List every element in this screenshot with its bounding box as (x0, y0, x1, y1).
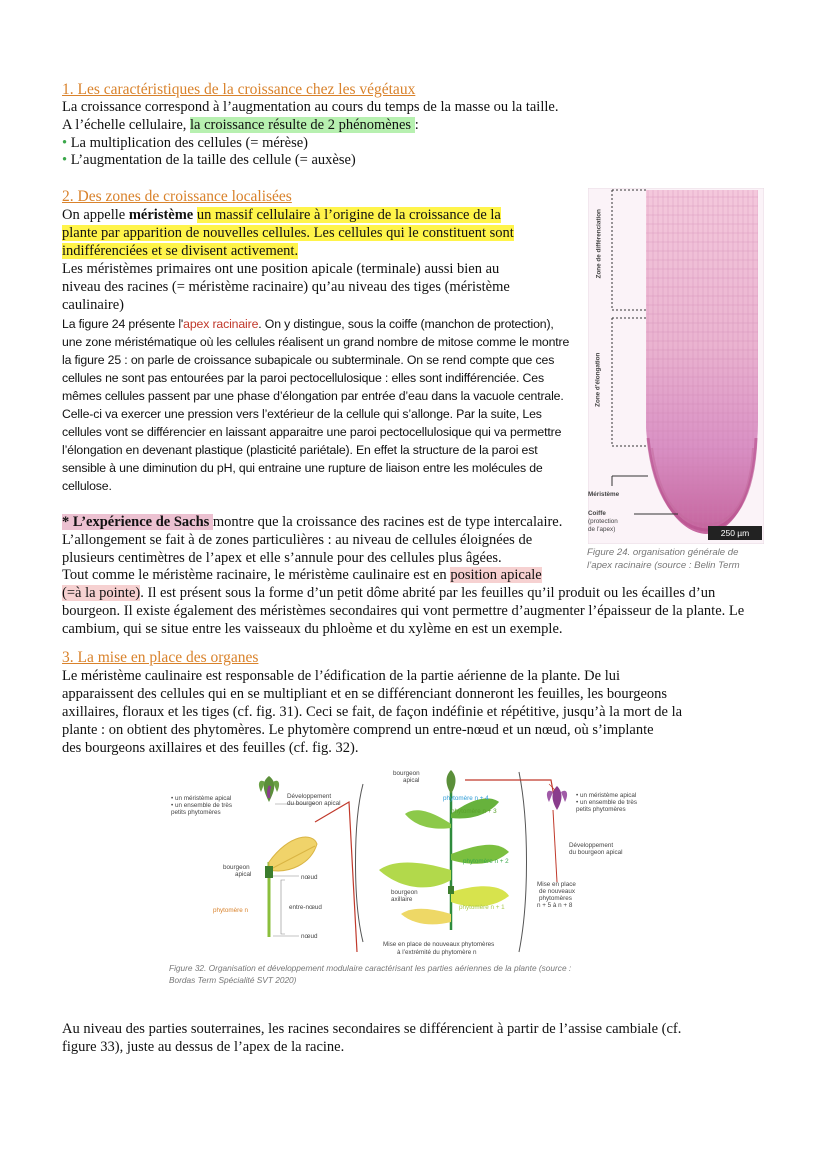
highlight-pink: (=à la pointe) (62, 585, 141, 601)
fig32-label: n + 5 à n + 8 (537, 902, 573, 909)
fig32-label: bourgeon (393, 770, 420, 777)
fig32-label: phytomères (539, 895, 572, 902)
fig32-label: du bourgeon apical (569, 849, 623, 856)
fig32-label: axillaire (391, 896, 413, 903)
bullet-item: • La multiplication des cellules (= mérèse) (62, 135, 308, 151)
fig32-label: petits phytomères (171, 809, 221, 816)
figure-24-caption: l’apex racinaire (source : Belin Term (587, 560, 740, 571)
definition-line: On appelle méristème un massif cellulaire à l’origine de la croissance de la (62, 207, 501, 223)
sans-line: La figure 24 présente l'apex racinaire. On y distingue, sous la coiffe (manchon de protection), (62, 317, 554, 331)
fig32-label: • un ensemble de très (171, 802, 233, 809)
definition-line (62, 243, 298, 261)
fig32-label: phytomère n + 4 (443, 795, 489, 802)
section1-line2: A l’échelle cellulaire, la croissance résulte de 2 phénomènes : (62, 117, 419, 133)
sans-line: la figure 25 : on parle de croissance subapicale ou subterminale. On se rend compte que ces (62, 353, 555, 367)
fig32-label: phytomère n + 2 (463, 858, 509, 865)
section1-title: 1. Les caractéristiques de la croissance chez les végétaux (62, 81, 416, 98)
red-term: apex racinaire (183, 317, 259, 331)
paragraph-line: caulinaire) (62, 297, 124, 313)
paragraph-line: Tout comme le méristème racinaire, le méristème caulinaire est en position apicale (62, 567, 542, 583)
paragraph-line: Le méristème caulinaire est responsable de l’édification de la partie aérienne de la plante. De lui (62, 668, 620, 684)
coiffe-label: Coiffe (588, 510, 606, 517)
paragraph-line: axillaires, floraux et les tiges (cf. fig. 31). Ceci se fait, de façon indéfinie et répétitive, jusqu’à la mort de la (62, 704, 683, 720)
section3-title: 3. La mise en place des organes (62, 649, 259, 666)
fig32-label: apical (235, 871, 252, 878)
fig32-label: bourgeon (223, 864, 250, 871)
section2-title: 2. Des zones de croissance localisées (62, 188, 292, 205)
zone-elongation-label: Zone d’élongation (594, 352, 602, 407)
sans-line: sensible à une diminution du pH, qui entraine une rupture de liaison entre les molécules de (62, 461, 543, 475)
fig32-label: Développement (287, 793, 332, 800)
paragraph-line: Les méristèmes primaires ont une position apicale (terminale) aussi bien au (62, 261, 500, 277)
fig32-label: Mise en place de nouveaux phytomères (383, 941, 495, 948)
fig32-label: petits phytomères (576, 806, 626, 813)
highlight-pink: position apicale (450, 567, 542, 583)
sans-line: cellules ne sont pas entourées par la paroi pectocellulosique : elles sont indifférenciée. Ces (62, 371, 544, 385)
paragraph-line: plante : on obtient des phytomères. Le phytomère comprend un entre-nœud et un nœud, où s’implante (62, 722, 654, 738)
sans-line: cellulose. (62, 479, 112, 493)
figure-24 (588, 188, 764, 544)
fig32-label: • un méristème apical (576, 792, 637, 799)
sans-line: Celle-ci va exercer une pression vers l’extérieur de la cellule qui s’allonge. Par la suite, Les (62, 407, 542, 421)
fig32-label: à l’extrémité du phytomère n (397, 949, 477, 956)
paragraph-line: plusieurs centimètres de l’apex et elle s’annule pour des cellules plus âgées. (62, 550, 502, 566)
fig32-label: phytomère n (213, 907, 249, 914)
fig32-label: • un ensemble de très (576, 799, 638, 806)
sans-line: mêmes cellules passent par une phase d’élongation par entrée d’eau dans la vacuole centrale. (62, 389, 564, 403)
highlight-yellow: un massif cellulaire à l’origine de la croissance de la (196, 207, 501, 223)
bullet-item: • L’augmentation de la taille des cellule (= auxèse) (62, 152, 356, 168)
coiffe-label: de l’apex) (588, 526, 616, 533)
paragraph-line: Au niveau des parties souterraines, les racines secondaires se différencient à partir de l’assise cambiale (cf. (62, 1021, 682, 1037)
paragraph-line: (=à la pointe). Il est présent sous la forme d’un petit dôme abrité par les feuilles qu’il produit ou les écailles d’un (62, 585, 716, 601)
bullet-icon: • (62, 135, 68, 151)
paragraph-line: L’allongement se fait à de zones particulières : au niveau de cellules éloignées de (62, 532, 533, 548)
fig32-label: • un méristème apical (171, 795, 232, 802)
paragraph-line: cambium, qui se situe entre les vaisseaux du phloème et du xylème en est un exemple. (62, 621, 563, 637)
sans-line: une zone méristématique où les cellules réalisent un grand nombre de mitose comme le montre (62, 335, 570, 349)
paragraph-line: bourgeon. Il existe également des méristèmes secondaires qui vont permettre d’augmenter l’épaisseur de la plante. Le (62, 603, 745, 619)
highlight-yellow: plante par apparition de nouvelles cellules. Les cellules qui le constituent sont (62, 225, 514, 241)
fig32-label: phytomère n + 3 (451, 808, 497, 815)
fig32-label: entre-nœud (289, 904, 322, 911)
bullet-icon: • (62, 152, 68, 168)
meristeme-label: Méristème (588, 491, 620, 498)
scale-bar: 250 µm (720, 528, 750, 538)
paragraph-line: figure 33), juste au dessus de l’apex de la racine. (62, 1039, 345, 1055)
figure-32 (165, 762, 665, 962)
fig32-label: phytomère n + 1 (459, 904, 505, 911)
right-meristem-illustration (547, 784, 567, 810)
paragraph-line: apparaissent des cellules qui en se multipliant et en se différenciant donneront les feuilles, les bourgeons (62, 686, 668, 702)
figure-32-caption: Bordas Term Spécialité SVT 2020) (169, 975, 297, 985)
paragraph-line: des bourgeons axillaires et des feuilles (cf. fig. 32). (62, 740, 359, 756)
sans-line: cellules vont se différencier en laissant apparaitre une paroi pectocellulosique qui va permettre (62, 425, 562, 439)
fig32-label: apical (403, 777, 420, 784)
figure-24-caption: Figure 24. organisation générale de (587, 547, 739, 558)
paragraph-line: niveau des racines (= méristème racinaire) qu’au niveau des tiges (méristème (62, 279, 510, 295)
fig32-label: du bourgeon apical (287, 800, 341, 807)
sachs-line: * L’expérience de Sachs montre que la croissance des racines est de type intercalaire. (62, 514, 563, 530)
highlight-yellow: indifférenciées et se divisent activement. (62, 243, 299, 259)
fig32-label: nœud (301, 933, 318, 940)
sans-line: l’élongation en devenant plastique (plasticité pariétale). En effet la structure de la paroi est (62, 443, 538, 457)
highlight-green: la croissance résulte de 2 phénomènes (190, 117, 415, 133)
zone-differenciation-label: Zone de différenciation (595, 209, 603, 279)
figure-32-caption: Figure 32. Organisation et développement modulaire caractérisant les parties aériennes de la plante (source : (169, 963, 572, 973)
fig32-label: Mise en place (537, 881, 576, 888)
coiffe-label: (protection (588, 518, 618, 525)
highlight-pink: * L’expérience de Sachs (62, 514, 213, 530)
fig32-label: de nouveaux (539, 888, 576, 895)
definition-line (62, 225, 514, 243)
fig32-label: nœud (301, 874, 318, 881)
section1-line1: La croissance correspond à l’augmentation au cours du temps de la masse ou la taille. (62, 99, 559, 115)
fig32-label: bourgeon (391, 889, 418, 896)
fig32-label: Développement (569, 842, 614, 849)
